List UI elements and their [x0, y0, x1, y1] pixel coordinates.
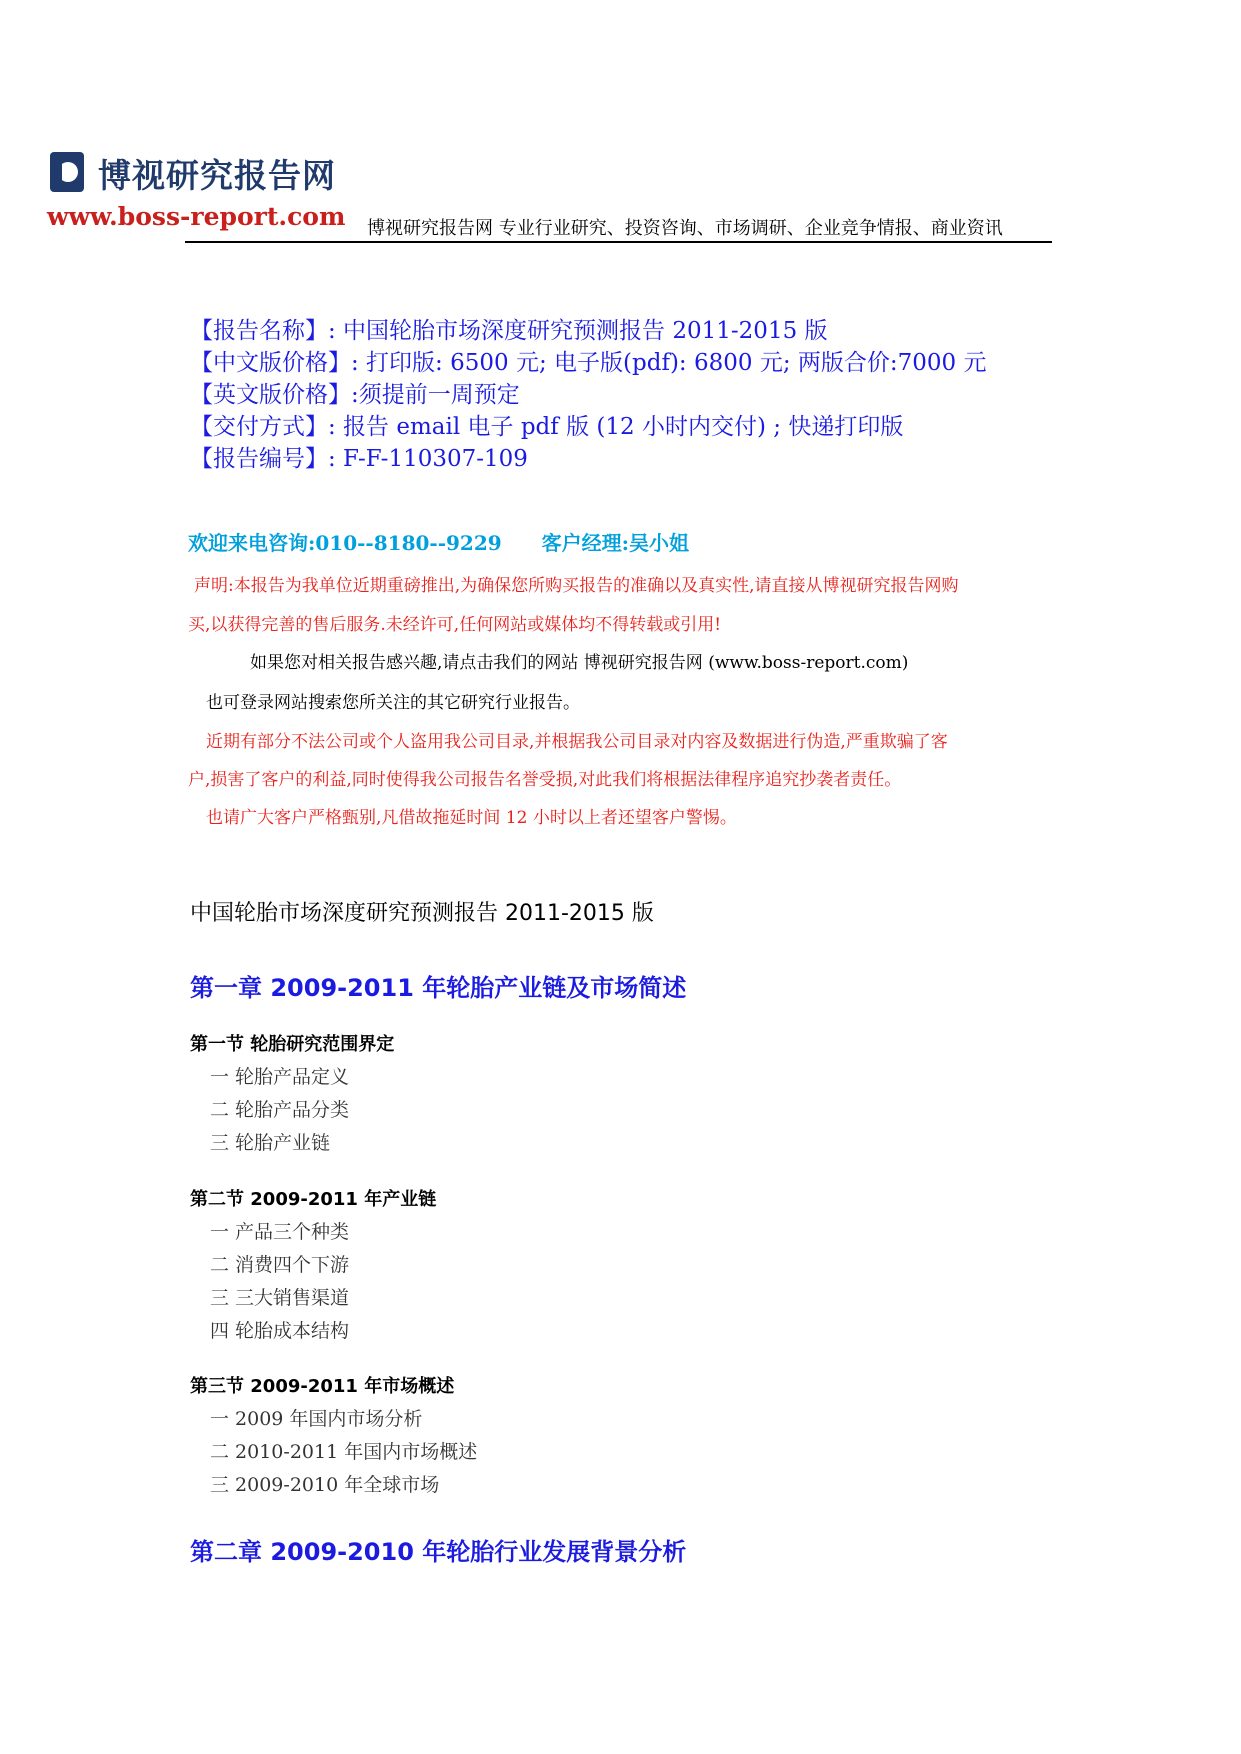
toc-item: 四 轮胎成本结构	[210, 1320, 350, 1342]
en-price-line: 【英文版价格】:须提前一周预定	[190, 382, 520, 408]
section-heading: 第三节 2009-2011 年市场概述	[190, 1376, 455, 1397]
toc-item: 二 轮胎产品分类	[210, 1099, 350, 1121]
header-tagline: 博视研究报告网 专业行业研究、投资咨询、市场调研、企业竞争情报、商业资讯	[367, 218, 1003, 239]
interest-line-2: 也可登录网站搜索您所关注的其它研究行业报告。	[206, 693, 580, 713]
toc-item: 三 轮胎产业链	[210, 1132, 331, 1154]
toc-item: 三 2009-2010 年全球市场	[210, 1474, 440, 1496]
chapter-heading: 第二章 2009-2010 年轮胎行业发展背景分析	[190, 1538, 687, 1566]
toc-item: 三 三大销售渠道	[210, 1287, 350, 1309]
section-heading: 第一节 轮胎研究范围界定	[190, 1034, 395, 1055]
warning-line-2: 户,损害了客户的利益,同时使得我公司报告名誉受损,对此我们将根据法律程序追究抄袭者责任。	[188, 770, 902, 790]
section-heading: 第二节 2009-2011 年产业链	[190, 1189, 437, 1210]
toc-item: 一 产品三个种类	[210, 1221, 350, 1243]
toc-item: 二 消费四个下游	[210, 1254, 350, 1276]
interest-line-1: 如果您对相关报告感兴趣,请点击我们的网站 博视研究报告网 (www.boss-report.com)	[250, 653, 909, 673]
toc-item: 一 轮胎产品定义	[210, 1066, 350, 1088]
logo-icon	[50, 152, 84, 192]
report-name-line: 【报告名称】: 中国轮胎市场深度研究预测报告 2011-2015 版	[190, 318, 828, 344]
warning-line-3: 也请广大客户严格甄别,凡借故拖延时间 12 小时以上者还望客户警惕。	[206, 808, 737, 828]
toc-item: 二 2010-2011 年国内市场概述	[210, 1441, 478, 1463]
cn-price-line: 【中文版价格】: 打印版: 6500 元; 电子版(pdf): 6800 元; 两版合价:7000 元	[190, 350, 987, 376]
contact-phone: 欢迎来电咨询:010--8180--9229	[188, 531, 502, 555]
report-number-line: 【报告编号】: F-F-110307-109	[190, 446, 528, 472]
toc-item: 一 2009 年国内市场分析	[210, 1408, 423, 1430]
delivery-line: 【交付方式】: 报告 email 电子 pdf 版 (12 小时内交付) ; 快递打印版	[190, 414, 904, 440]
logo-name: 博视研究报告网	[98, 156, 336, 195]
warning-line-1: 近期有部分不法公司或个人盗用我公司目录,并根据我公司目录对内容及数据进行伪造,严重欺骗了客	[206, 732, 948, 752]
chapter-heading: 第一章 2009-2011 年轮胎产业链及市场简述	[190, 974, 687, 1002]
logo-url: www.boss-report.com	[47, 202, 346, 231]
contact-line	[188, 527, 689, 556]
contact-manager: 客户经理:吴小姐	[541, 531, 690, 555]
toc-title: 中国轮胎市场深度研究预测报告 2011-2015 版	[190, 901, 654, 926]
statement-line-2: 买,以获得完善的售后服务.未经许可,任何网站或媒体均不得转载或引用!	[188, 615, 722, 635]
statement-line-1: 声明:本报告为我单位近期重磅推出,为确保您所购买报告的准确以及真实性,请直接从博视研究报告网购	[194, 576, 959, 596]
header-divider	[185, 241, 1052, 243]
